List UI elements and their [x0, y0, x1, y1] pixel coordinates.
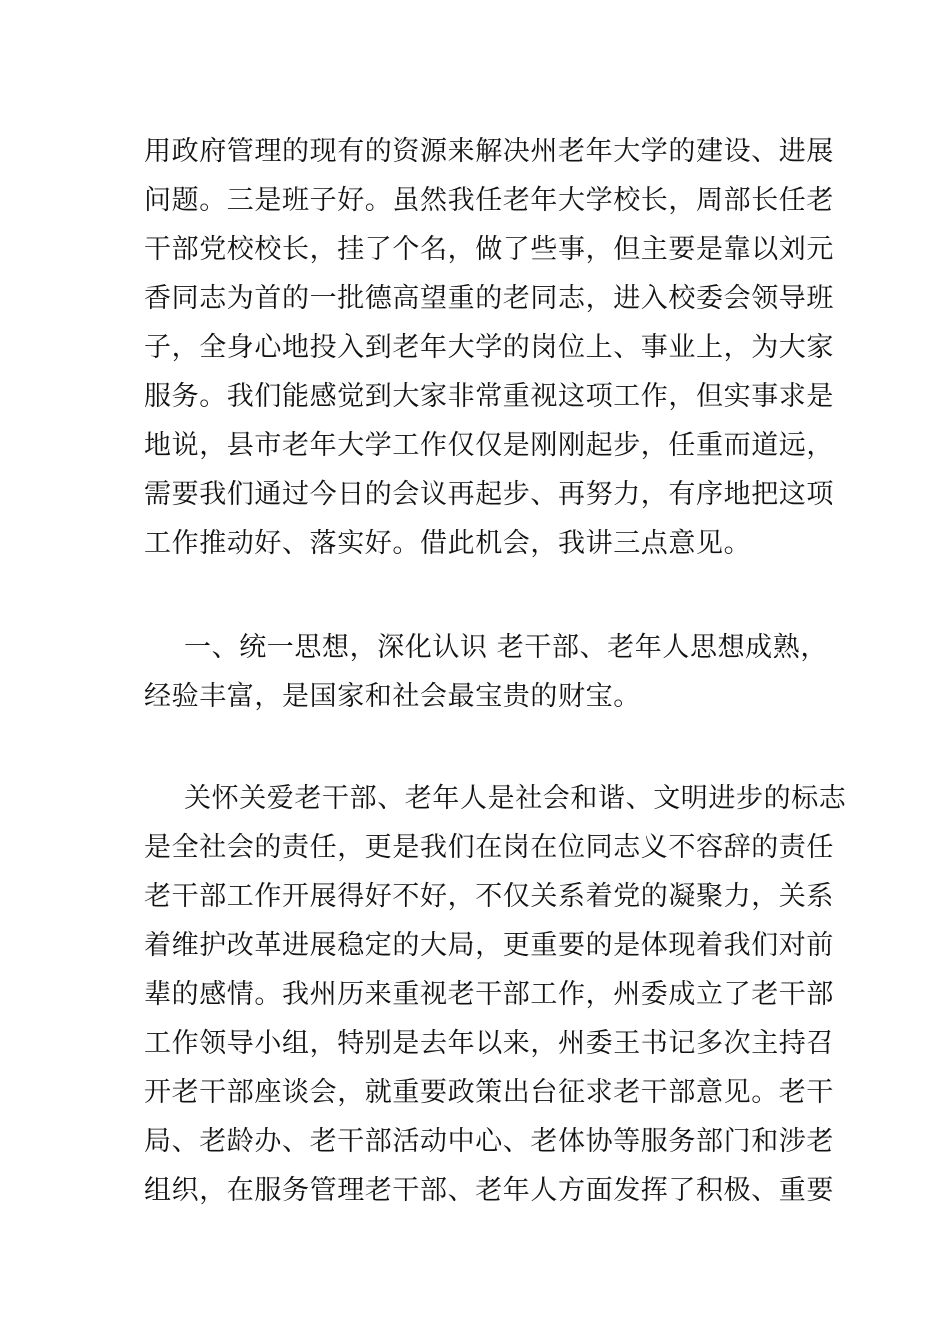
- text-line: 工作推动好、落实好。借此机会，我讲三点意见。: [144, 528, 752, 559]
- text-line: 问题。三是班子好。虽然我任老年大学校长，周部长任老: [144, 185, 834, 216]
- text-line: 老干部工作开展得好不好，不仅关系着党的凝聚力，关系: [144, 881, 834, 912]
- text-line: 地说，县市老年大学工作仅仅是刚刚起步，任重而道远，: [144, 430, 834, 461]
- text-line: 局、老龄办、老干部活动中心、老体协等服务部门和涉老: [144, 1126, 834, 1157]
- text-line: 香同志为首的一批德高望重的老同志，进入校委会领导班: [144, 283, 834, 314]
- text-line: 服务。我们能感觉到大家非常重视这项工作，但实事求是: [144, 381, 834, 412]
- text-line: 子，全身心地投入到老年大学的岗位上、事业上，为大家: [144, 332, 834, 363]
- text-line: 需要我们通过今日的会议再起步、再努力，有序地把这项: [144, 479, 834, 510]
- paragraph-first-line: 关怀关爱老干部、老年人是社会和谐、文明进步的标志: [184, 783, 847, 814]
- text-line: 开老干部座谈会，就重要政策出台征求老干部意见。老干: [144, 1077, 834, 1108]
- text-line: 工作领导小组，特别是去年以来，州委王书记多次主持召: [144, 1028, 834, 1059]
- text-line: 组织，在服务管理老干部、老年人方面发挥了积极、重要: [144, 1175, 834, 1206]
- text-line: 干部党校校长，挂了个名，做了些事，但主要是靠以刘元: [144, 234, 834, 265]
- text-line: 是全社会的责任，更是我们在岗在位同志义不容辞的责任: [144, 832, 834, 863]
- section-heading-line: 一、统一思想，深化认识 老干部、老年人思想成熟，: [184, 632, 828, 663]
- text-line: 经验丰富，是国家和社会最宝贵的财宝。: [144, 681, 641, 712]
- text-line: 用政府管理的现有的资源来解决州老年大学的建设、进展: [144, 136, 834, 167]
- text-line: 辈的感情。我州历来重视老干部工作，州委成立了老干部: [144, 979, 834, 1010]
- text-line: 着维护改革进展稳定的大局，更重要的是体现着我们对前: [144, 930, 834, 961]
